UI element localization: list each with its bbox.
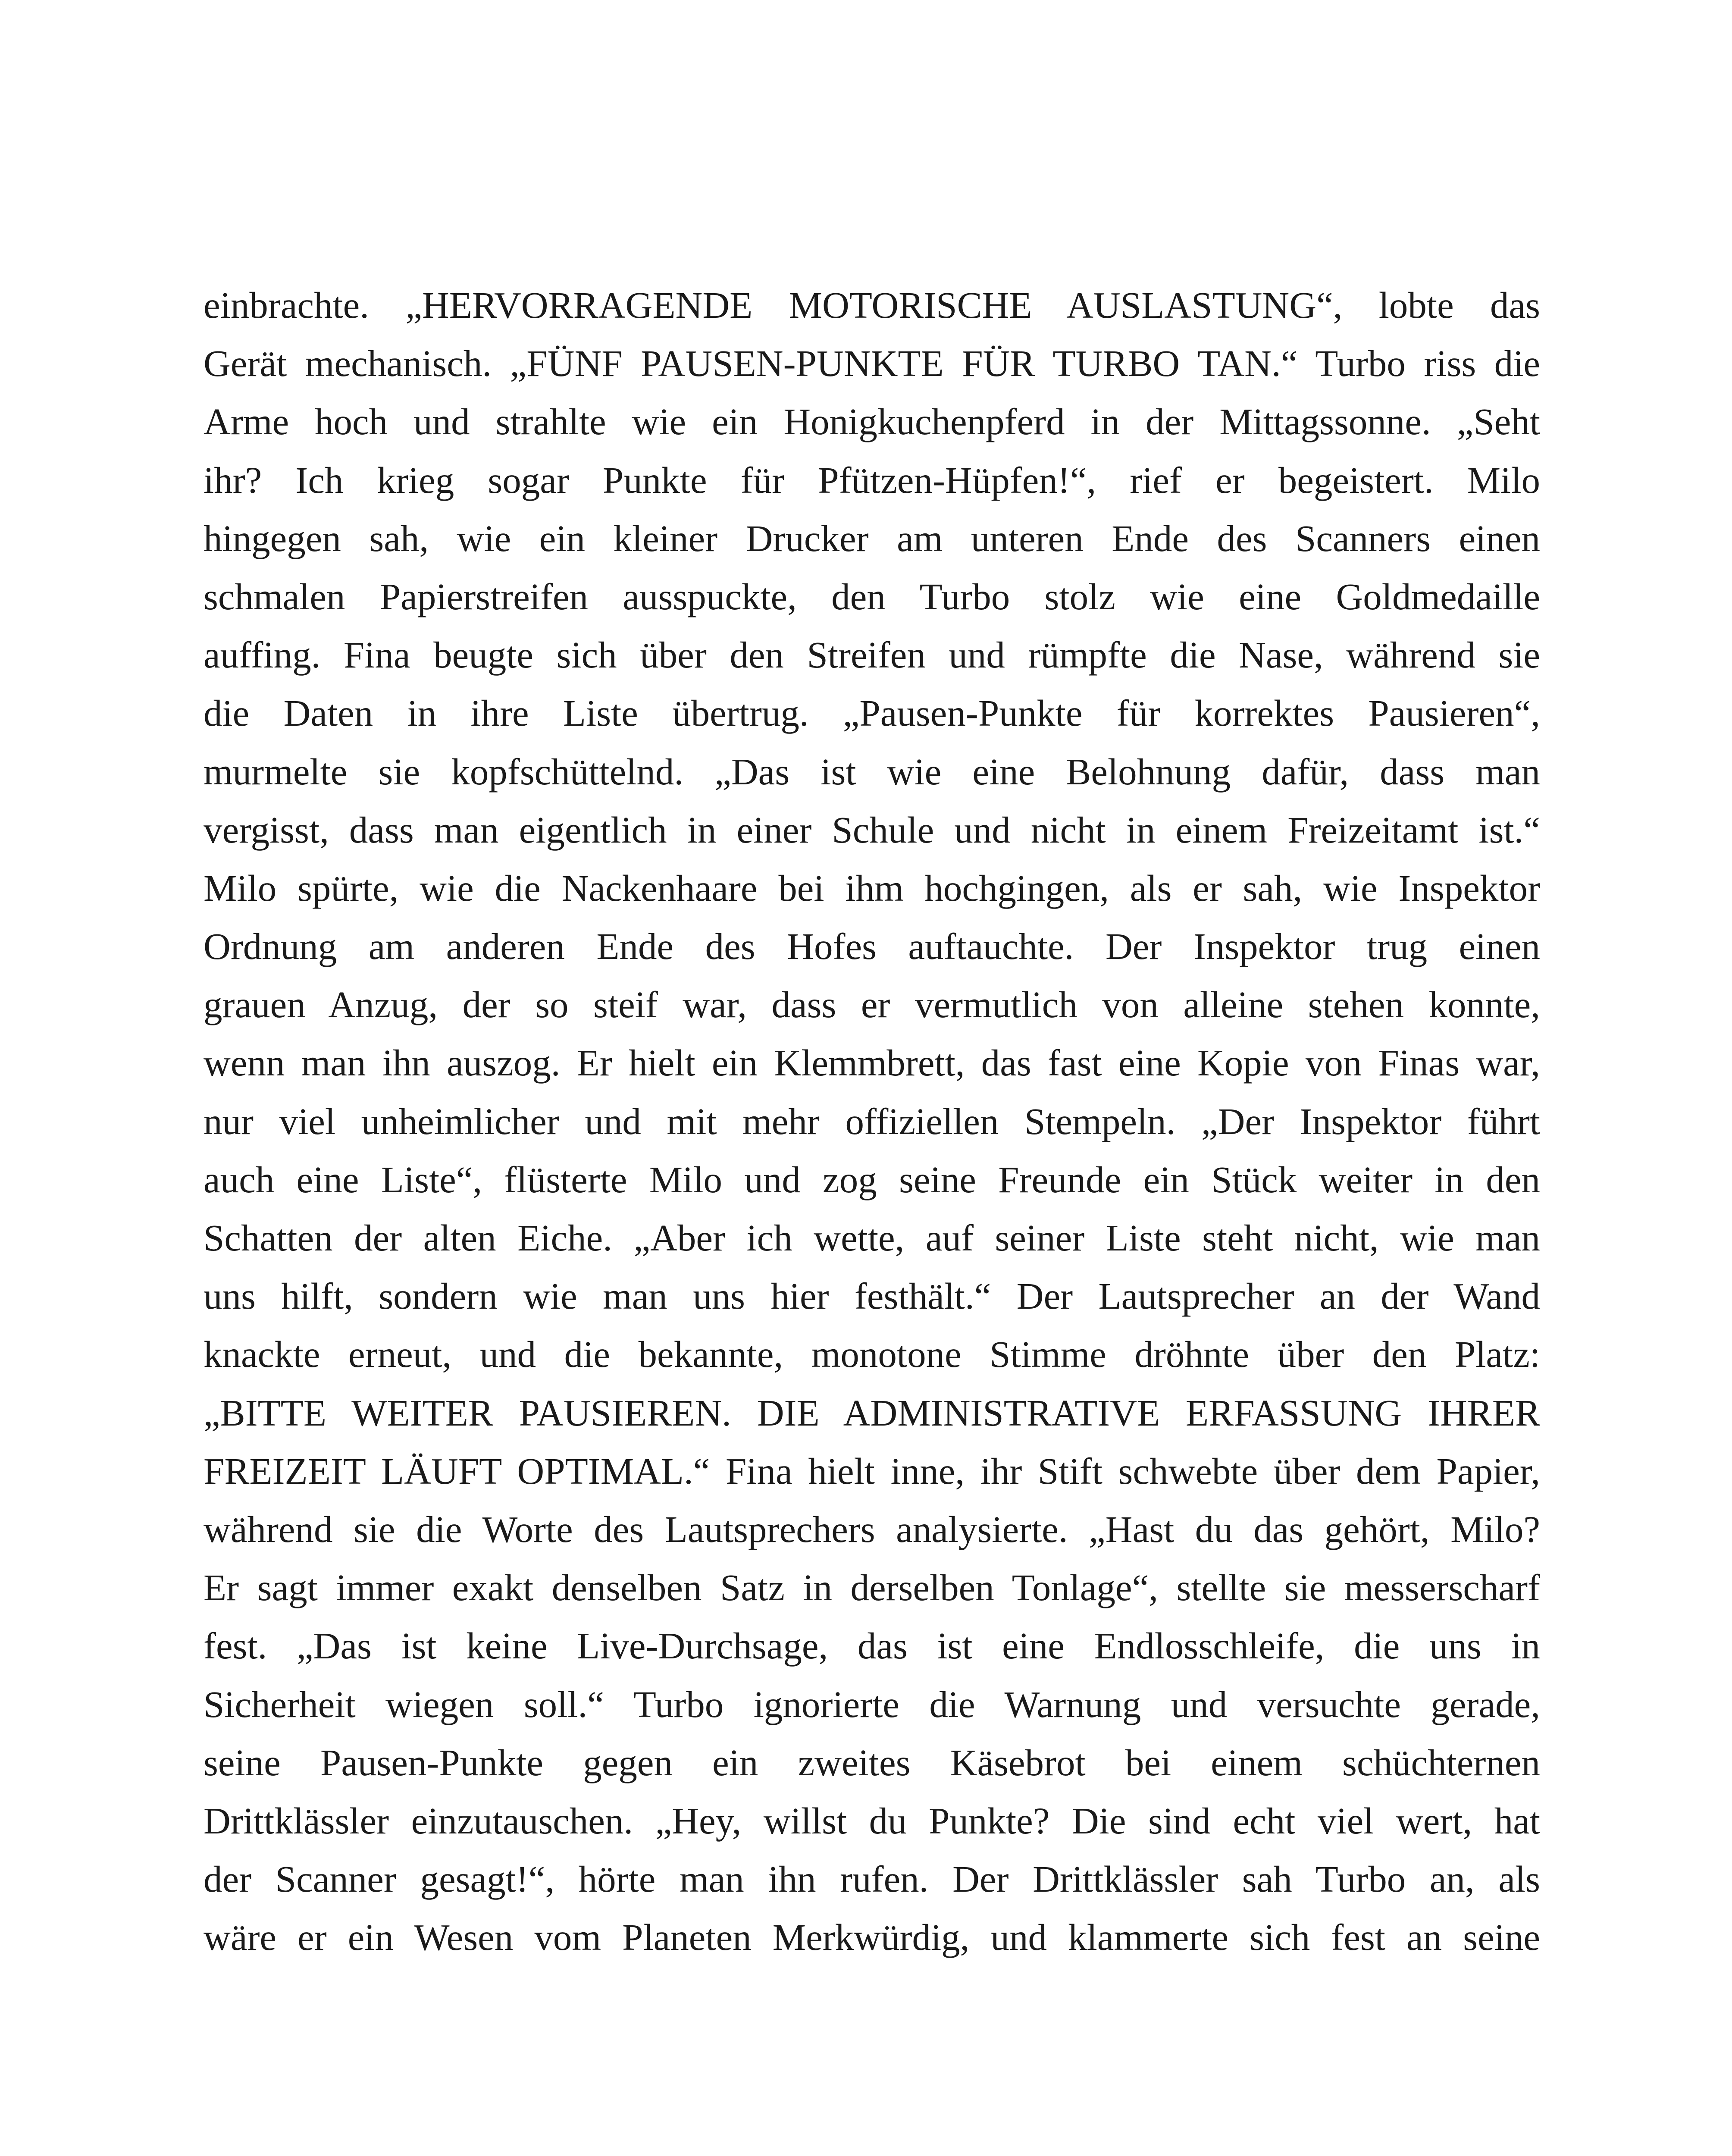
text-line: Schatten der alten Eiche. „Aber ich wette, auf seiner Liste steht nicht, wie man: [204, 1217, 1540, 1259]
text-line: Drittklässler einzutauschen. „Hey, willst du Punkte? Die sind echt viel wert, hat: [204, 1799, 1540, 1842]
text-line: fest. „Das ist keine Live-Durchsage, das ist eine Endlosschleife, die uns in: [204, 1625, 1540, 1667]
text-line: der Scanner gesagt!“, hörte man ihn rufen. Der Drittklässler sah Turbo an, als: [204, 1858, 1540, 1900]
text-line: auch eine Liste“, flüsterte Milo und zog seine Freunde ein Stück weiter in den: [204, 1158, 1540, 1200]
text-line: nur viel unheimlicher und mit mehr offiziellen Stempeln. „Der Inspektor führt: [204, 1100, 1540, 1142]
text-line: Gerät mechanisch. „FÜNF PAUSEN-PUNKTE FÜR TURBO TAN.“ Turbo riss die: [204, 342, 1540, 385]
text-line: Er sagt immer exakt denselben Satz in derselben Tonlage“, stellte sie messerscharf: [204, 1567, 1540, 1609]
text-line: murmelte sie kopfschüttelnd. „Das ist wie eine Belohnung dafür, dass man: [204, 750, 1540, 793]
text-line: vergisst, dass man eigentlich in einer Schule und nicht in einem Freizeitamt ist.“: [204, 808, 1540, 851]
text-line: wäre er ein Wesen vom Planeten Merkwürdig, und klammerte sich fest an seine: [204, 1916, 1540, 1959]
text-line: einbrachte. „HERVORRAGENDE MOTORISCHE AUSLASTUNG“, lobte das: [204, 284, 1540, 326]
text-line: wenn man ihn auszog. Er hielt ein Klemmbrett, das fast eine Kopie von Finas war,: [204, 1042, 1540, 1084]
text-line: seine Pausen-Punkte gegen ein zweites Käsebrot bei einem schüchternen: [204, 1741, 1540, 1783]
text-line: hingegen sah, wie ein kleiner Drucker am unteren Ende des Scanners einen: [204, 517, 1540, 559]
text-line: ihr? Ich krieg sogar Punkte für Pfützen-Hüpfen!“, rief er begeistert. Milo: [204, 459, 1540, 501]
text-line: Ordnung am anderen Ende des Hofes auftauchte. Der Inspektor trug einen: [204, 925, 1540, 968]
text-line: Milo spürte, wie die Nackenhaare bei ihm hochgingen, als er sah, wie Inspektor: [204, 867, 1540, 909]
text-line: während sie die Worte des Lautsprechers analysierte. „Hast du das gehört, Milo?: [204, 1508, 1540, 1550]
text-line: auffing. Fina beugte sich über den Streifen und rümpfte die Nase, während sie: [204, 634, 1540, 676]
text-line: Sicherheit wiegen soll.“ Turbo ignorierte die Warnung und versuchte gerade,: [204, 1683, 1540, 1725]
text-line: „BITTE WEITER PAUSIEREN. DIE ADMINISTRATIVE ERFASSUNG IHRER: [204, 1391, 1540, 1434]
text-line: schmalen Papierstreifen ausspuckte, den Turbo stolz wie eine Goldmedaille: [204, 575, 1540, 617]
text-line: knackte erneut, und die bekannte, monotone Stimme dröhnte über den Platz:: [204, 1333, 1540, 1376]
text-line: Arme hoch und strahlte wie ein Honigkuchenpferd in der Mittagssonne. „Seht: [204, 401, 1540, 443]
body-text: [204, 276, 1540, 1966]
text-line: die Daten in ihre Liste übertrug. „Pausen-Punkte für korrektes Pausieren“,: [204, 692, 1540, 734]
text-line: FREIZEIT LÄUFT OPTIMAL.“ Fina hielt inne, ihr Stift schwebte über dem Papier,: [204, 1450, 1540, 1492]
text-line: grauen Anzug, der so steif war, dass er vermutlich von alleine stehen konnte,: [204, 984, 1540, 1026]
text-line: uns hilft, sondern wie man uns hier festhält.“ Der Lautsprecher an der Wand: [204, 1275, 1540, 1317]
